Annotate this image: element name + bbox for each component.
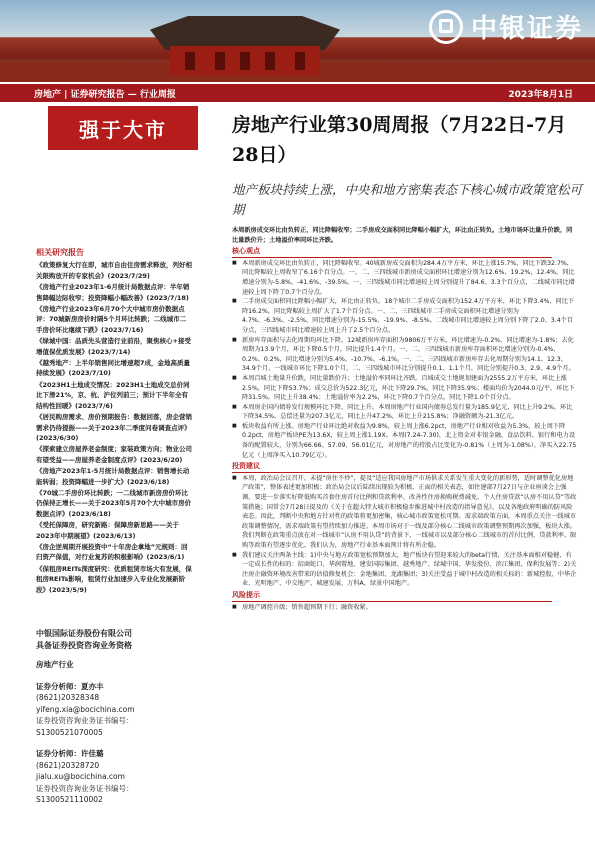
risk-heading: 风险提示 [232,591,552,602]
related-item[interactable]: 《绿城中国：品质先头营造行业前沿，聚焦核心+接受增值保优质发展》(2023/7/14) [36,337,191,356]
analyst-email[interactable]: yifeng.xia@bocichina.com [36,704,135,714]
lead-summary: 本周新房成交环比由负转正，同比降幅收窄；二手房成交面积同比降幅小幅扩大，环比由正转负。土地市场环比量升价跌，同比量跌价升；土地溢价率同环比齐跌。 [232,227,573,244]
brand-logo [429,8,583,45]
header-banner [0,0,595,82]
risk-text: ■ 房地产调控升级；销售超预期下行；融资收紧。 [232,603,577,613]
related-list [36,260,192,595]
boc-logo-icon [429,10,463,44]
company-name: 中银国际证券股份有限公司 [36,629,132,638]
company-info [36,628,196,806]
related-item[interactable]: 《房地产2023年1-5月统计局数据点评：销售增长动能转弱；投资降幅进一步扩大》(2023/6/18) [36,467,190,486]
related-item[interactable]: 《居民购房需求、房价预期报告：数据回落，房企营销需求仍待提振——关于2023年二季度问卷调查点评》(2023/6/30) [36,413,192,442]
related-item[interactable]: 《保租房REITs深度研究：优质租赁市场大有发展，保租房REITs影响，租赁行业加速步入专业化发展新阶段》(2023/5/9) [36,564,192,594]
palace-roof [150,16,340,50]
report-subbar [0,84,595,102]
recommend-text: ■ 我们建议关注两条主线：1)中央与地方政策宽松预期加大，地产板块有望迎来较大的beta行情，关注基本面相对稳健、有一定成长性的标的：招商蛇口、华润置地、建发国际集团、越秀地产、绿城中国、华发股份、滨江集团、保利发展等；2)关注房企融资环境改善带来的估值修复机会：金地集团、龙湖集团；3)关注受益于城中村改造的相关标的：新城控股、中华企业、光明地产、中交地产、城建发展、万科A、绿景中国地产。 [232,551,577,589]
core-point: ■ 本周房企国内债券发行规模环比下降，同比上升。本周房地产行业国内债券总发行量为185.9亿元，同比上升9.2%，环比下降34.5%。总偿还量为207.3亿元，同比上升47.2%，环比上升215.8%；净融资额为-21.3亿元。 [232,403,577,422]
related-item[interactable]: 《越秀地产：上半年销售同比增速超7成，金地高质量持续发展》(2023/7/10) [36,359,191,378]
analyst-name: 证券分析师：夏亦丰 [36,681,104,691]
analyst-name: 证券分析师：许佳璐 [36,749,104,758]
core-point: ■ 新房库存面积与去化周期均环比下降。12城新房库存面积为9806万平方米，环比增速为-0.2%，同比增速为-1.8%；去化周期为13.9个月，环比下降0.5个月，同比提升1.4个月。一、二、三四线城市新房库存面积环比增速分别为-0.4%、0.2%、0.2%，同比增速分别为5.4%、-10.7%、-6.1%。一、二、三四线城市新房库存去化周期分别为14.1、12.3、34.9个月，一线城市环比下降1.0个月，二、三四线城市环比分别提升0.1、1.1个月，同比分别提升0.3、2.9、4.9个月。 [232,336,577,374]
report-date: 2023年8月1日 [508,90,573,100]
report-title: 房地产行业第30周周报（7月22日-7月28日） [232,114,567,166]
palace-building [170,46,320,76]
core-point: ■ 二手房成交面积同比降幅小幅扩大，环比由正转负。18个城市二手房成交面积为152.4万平方米，环比下降3.4%，同比下降16.2%，同比降幅较上周扩大了1.7个百分点。一、二、三四线城市二手房成交面积环比增速分别为4.7%、-6.3%、-2.5%，同比增速分别为-15.5%、-19.9%、-8.5%。二线城市同比增速较上周分别下降了2.0、3.4个百分点，三四线城市同比增速较上周上升了2.5个百分点。 [232,297,577,335]
related-reports [36,248,192,596]
related-item[interactable]: 《2023H1土地成交情况：2023H1土地成交总价同比下滑21%，京、杭、沪位列前三；预计下半年全有结构性回暖》(2023/7/6) [36,380,190,410]
rating-badge: 强于大市 [48,106,198,150]
analyst-cert: 证券投资咨询业务证书编号：S1300521110002 [36,783,134,804]
core-heading: 核心观点 [232,247,552,258]
analyst-email[interactable]: jialu.xu@bocichina.com [36,772,125,781]
invest-text: ■ 本周，政治局会议召开，未提“房住不炒”，提及“适应我国房地产市场供求关系发生重大变化的新形势，适时调整优化房地产政策”，整体表述更加积极；政治局会议后陆续出现较为积极、正面的相关表态，如住建部7月27日与企业座谈会上强调，要进一步落实好降低购买首套住房首付比例和贷款利率、改善性住房换购税费减免、个人住房贷款“认房不用认贷”等政策措施；国常会7月28日提及的《关于在超大特大城市积极稳步推进城中村改造的指导意见》，以及各地政府明确的防风险表态。因此，判断中央和地方针对性的政策将更加密集，核心城市政策宽松可期。需求端政策方面，本周重点关注一线城市政策调整情况，需求端政策有望持续加力推进。本周市场对于一线及部分核心二线城市政策调整预期再次加强，板块大涨。我们判断在政策重点放在对一线城市“认房不用认贷”的背景下，一线城市以及部分核心二线城市的首付比例、贷款利率、限购等政策有望逐步优化。我们认为，房地产行业基本面预计将有所企稳。 [232,474,577,551]
related-item[interactable]: 《受托保障房，研究新路：保障房新思路——关于2023年中期展望》(2023/6/13) [36,521,179,540]
analyst-phone: (8621)20328348 [36,693,100,702]
invest-heading: 投资建议 [232,462,552,473]
related-item[interactable]: 《房地产行业2023年6月70个大中城市房价数据点评：70城新房房价时隔5个月环比转跌；二线城市二手房价环比继续下跌》(2023/7/16) [36,305,187,334]
core-point: ■ 板块收益有所上涨。房地产行业环比绝对收益为9.8%，较上周上涨6.2pct，房地产行业相对收益为5.3%，较上周下降0.2pct，房地产板块PE为13.6X，较上周上涨1.19X。本周(7.24-7.30)，北上资金对非银金融、食品饮料、银行和电力设备的配置较大，分别为66.66、57.09、56.01亿元，对房地产的持股占比变化为-0.81%（上周为-1.08%），净买入22.75亿元（上周净买入10.79亿元）。 [232,422,577,460]
core-point: ■ 本周新房成交环比由负转正，同比降幅收窄。40城新房成交面积为284.4万平方米，环比上涨15.7%，同比下跌32.7%，同比降幅较上周收窄了6.16个百分点。一、二、三四线城市新房成交面积环比增速分别为12.6%、19.2%、12.4%，同比增速分别为-5.8%、-41.6%、-39.5%。一、三四线城市同比增速较上周分别提升了84.6、3.3个百分点，二线城市同比增速较上周下降了0.7个百分点。 [232,259,577,297]
related-item[interactable]: 《探索建立房屋养老金制度；家装政策方向；物业公司有望受益——房屋养老金制度点评》(2023/6/20) [36,445,192,464]
related-item[interactable]: 《70城二手房价环比转跌；一二线城市新房房价环比仍保持正增长——关于2023年5月70个大中城市房价数据点评》(2023/6/18) [36,488,192,518]
core-point: ■ 本周百城土地量升价跌，同比量跌价升；土地溢价率同环比齐跌。百城成交土地规划建面为2555.2万平方米，环比上涨2.5%，同比下降53.7%；成交总价为522.3亿元，环比下降29.7%，同比下降35.9%；楼面均价为2044.0元/平，环比下降31.5%，同比上升38.4%；土地溢价率为2.2%，环比下降0.7个百分点，同比下降1.0个百分点。 [232,374,577,403]
analyst-phone: (8621)20328720 [36,760,100,770]
related-item[interactable]: 《房企逆周期开展投资中“十年房企拿地”元规则：回归资产保值，对行业复苏的积极影响》(2023/6/1) [36,542,188,562]
related-item[interactable]: 《房地产行业2023年1-6月统计局数据点评：半年销售降幅边际收窄；投资降幅小幅改善》(2023/7/18) [36,283,190,302]
analyst-cert: 证券投资咨询业务证书编号：S1300521070005 [36,716,134,737]
company-license: 具备证券投资咨询业务资格 [36,640,132,650]
report-body [232,226,577,612]
sector-label: 房地产行业 [36,660,74,669]
related-heading: 相关研究报告 [36,248,84,257]
report-subtitle: 地产板块持续上涨，中央和地方密集表态下核心城市政策宽松可期 [232,182,583,217]
related-item[interactable]: 《政策修复大行在即，城市自由住房需求释放，列好相关限购放开的专家机会》(2023/7/29) [36,261,192,280]
breadcrumb: 房地产 | 证券研究报告 — 行业周报 [34,90,176,100]
brand-name: 中银证券 [470,14,583,44]
